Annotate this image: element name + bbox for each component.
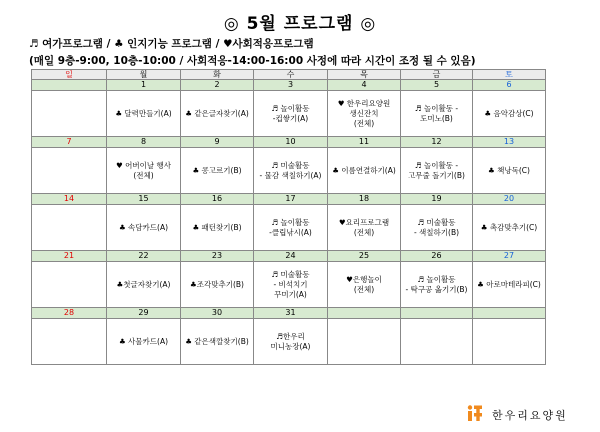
date-cell-sat: 13 <box>473 137 546 148</box>
program-cell-thu <box>328 319 401 365</box>
program-cell-wed: ♬한우리 미니농장(A) <box>254 319 328 365</box>
date-cell-tue: 23 <box>181 251 254 262</box>
date-cell-sat <box>473 308 546 319</box>
program-cell-sat: ♣ 아로마테라피(C) <box>473 262 546 308</box>
weekday-thu: 목 <box>328 70 401 80</box>
event-row <box>32 262 546 308</box>
date-cell-wed: 24 <box>254 251 328 262</box>
date-cell-thu: 25 <box>328 251 401 262</box>
program-cell-sat: ♣ 촉감맞추기(C) <box>473 205 546 251</box>
weekday-header-row <box>32 70 546 80</box>
organization-name: 한우리요양원 <box>492 409 568 422</box>
program-cell-sat: ♣ 책낭독(C) <box>473 148 546 194</box>
date-row <box>32 137 546 148</box>
program-cell-sun <box>32 91 107 137</box>
date-cell-sun: 21 <box>32 251 107 262</box>
program-cell-tue: ♣ 같은색깔찾기(B) <box>181 319 254 365</box>
event-row <box>32 148 546 194</box>
weekday-wed: 수 <box>254 70 328 80</box>
program-cell-mon: ♣첫글자찾기(A) <box>107 262 181 308</box>
program-cell-mon: ♣ 사물카드(A) <box>107 319 181 365</box>
date-cell-thu: 11 <box>328 137 401 148</box>
program-cell-tue: ♣ 패턴찾기(B) <box>181 205 254 251</box>
program-cell-tue: ♣ 같은글자찾기(A) <box>181 91 254 137</box>
date-cell-sat: 6 <box>473 80 546 91</box>
program-cell-sat: ♣ 음악감상(C) <box>473 91 546 137</box>
program-cell-sun <box>32 205 107 251</box>
program-cell-mon: ♣ 달력만들기(A) <box>107 91 181 137</box>
weekday-sat: 토 <box>473 70 546 80</box>
organization-logo <box>466 404 576 424</box>
program-cell-sun <box>32 319 107 365</box>
date-cell-wed: 10 <box>254 137 328 148</box>
date-cell-thu <box>328 308 401 319</box>
date-row <box>32 251 546 262</box>
program-cell-thu: ♥요리프로그램 (전체) <box>328 205 401 251</box>
date-cell-sun: 14 <box>32 194 107 205</box>
program-cell-tue: ♣조각맞추기(B) <box>181 262 254 308</box>
program-cell-fri: ♬ 놀이활동 - 고무줄 돌기기(B) <box>401 148 473 194</box>
date-cell-fri: 5 <box>401 80 473 91</box>
date-cell-mon: 15 <box>107 194 181 205</box>
date-cell-fri <box>401 308 473 319</box>
program-cell-wed: ♬ 미술활동 - 비석치기 꾸미기(A) <box>254 262 328 308</box>
date-cell-fri: 12 <box>401 137 473 148</box>
date-cell-sat: 27 <box>473 251 546 262</box>
program-cell-tue: ♣ 콩고르기(B) <box>181 148 254 194</box>
program-cell-mon: ♣ 속담카드(A) <box>107 205 181 251</box>
weekday-sun: 일 <box>32 70 107 80</box>
program-cell-fri: ♬ 미술활동 - 색칠하기(B) <box>401 205 473 251</box>
care-logo-icon <box>466 404 484 422</box>
program-cell-sat <box>473 319 546 365</box>
date-cell-mon: 22 <box>107 251 181 262</box>
program-cell-wed: ♬ 놀이활동 -컵쌓기(A) <box>254 91 328 137</box>
date-cell-tue: 9 <box>181 137 254 148</box>
date-row <box>32 80 546 91</box>
program-cell-wed: ♬ 놀이활동 -클립낚시(A) <box>254 205 328 251</box>
program-cell-sun <box>32 262 107 308</box>
program-cell-thu: ♥ 한우리요양원 생신잔치 (전체) <box>328 91 401 137</box>
date-cell-tue: 16 <box>181 194 254 205</box>
date-cell-tue: 30 <box>181 308 254 319</box>
program-cell-thu: ♣ 이름연결하기(A) <box>328 148 401 194</box>
date-cell-sun <box>32 80 107 91</box>
date-cell-fri: 26 <box>401 251 473 262</box>
date-cell-mon: 29 <box>107 308 181 319</box>
monthly-calendar <box>31 69 546 365</box>
weekday-tue: 화 <box>181 70 254 80</box>
date-cell-wed: 17 <box>254 194 328 205</box>
program-cell-sun <box>32 148 107 194</box>
event-row <box>32 319 546 365</box>
program-legend: ♬ 여가프로그램 / ♣ 인지기능 프로그램 / ♥사회적응프로그램 <box>29 38 314 50</box>
event-row <box>32 91 546 137</box>
program-cell-fri <box>401 319 473 365</box>
date-cell-thu: 4 <box>328 80 401 91</box>
date-cell-fri: 19 <box>401 194 473 205</box>
date-cell-wed: 3 <box>254 80 328 91</box>
program-cell-fri: ♬ 놀이활동 - 탁구공 옮기기(B) <box>401 262 473 308</box>
date-cell-sun: 28 <box>32 308 107 319</box>
weekday-fri: 금 <box>401 70 473 80</box>
page-title: ◎ 5월 프로그램 ◎ <box>223 14 377 34</box>
date-row <box>32 194 546 205</box>
date-cell-wed: 31 <box>254 308 328 319</box>
date-cell-sun: 7 <box>32 137 107 148</box>
date-cell-sat: 20 <box>473 194 546 205</box>
event-row <box>32 205 546 251</box>
program-cell-mon: ♥ 어버이날 행사 (전체) <box>107 148 181 194</box>
date-cell-mon: 8 <box>107 137 181 148</box>
schedule-note: (매일 9층-9:00, 10층-10:00 / 사회적응-14:00-16:00 사정에 따라 시간이 조정 될 수 있음) <box>29 55 476 67</box>
program-cell-wed: ♬ 미술활동 - 물감 색칠하기(A) <box>254 148 328 194</box>
weekday-mon: 월 <box>107 70 181 80</box>
date-cell-thu: 18 <box>328 194 401 205</box>
date-cell-mon: 1 <box>107 80 181 91</box>
program-cell-fri: ♬ 놀이활동 - 도미노(B) <box>401 91 473 137</box>
date-row <box>32 308 546 319</box>
program-cell-thu: ♥은행놀이 (전체) <box>328 262 401 308</box>
date-cell-tue: 2 <box>181 80 254 91</box>
